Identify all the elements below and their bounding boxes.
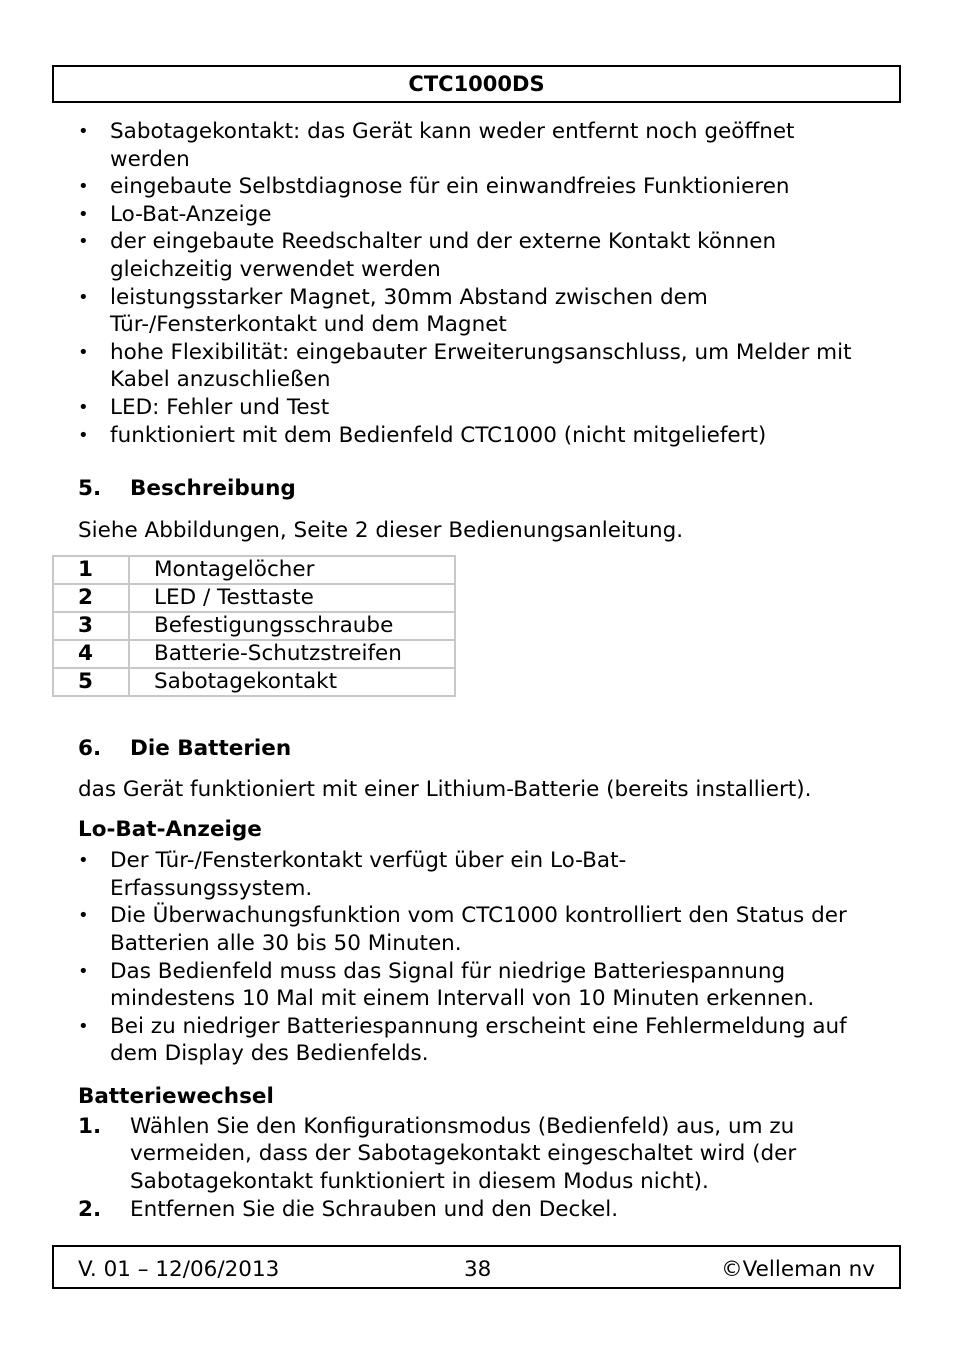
list-item: • der eingebaute Reedschalter und der externe Kontakt können gleichzeitig verwendet werden (78, 228, 858, 283)
list-item: • Sabotagekontakt: das Gerät kann weder entfernt noch geöffnet werden (78, 118, 858, 173)
list-item: • hohe Flexibilität: eingebauter Erweiterungsanschluss, um Melder mit Kabel anzuschließen (78, 339, 858, 394)
feature-list (78, 118, 858, 449)
section-title: Die Batterien (130, 736, 292, 762)
battery-change-heading: Batteriewechsel (78, 1083, 274, 1109)
part-number: 4 (53, 640, 129, 668)
page-footer (52, 1245, 901, 1289)
section-6-intro: das Gerät funktioniert mit einer Lithium-Batterie (bereits installiert). (78, 777, 812, 803)
table-row (53, 612, 455, 640)
step-number: 2. (78, 1196, 102, 1222)
section-number: 6. (78, 736, 102, 762)
table-row (53, 556, 455, 584)
list-item: • eingebaute Selbstdiagnose für ein einwandfreies Funktionieren (78, 173, 858, 201)
step-text: Entfernen Sie die Schrauben und den Deckel. (130, 1196, 619, 1222)
list-item: • funktioniert mit dem Bedienfeld CTC1000 (nicht mitgeliefert) (78, 422, 858, 450)
part-number: 3 (53, 612, 129, 640)
list-item: • Der Tür-/Fensterkontakt verfügt über ein Lo-Bat-Erfassungssystem. (78, 847, 710, 902)
list-item: • Lo-Bat-Anzeige (78, 201, 858, 229)
part-label: Befestigungsschraube (129, 612, 455, 640)
section-6-heading (78, 735, 878, 763)
section-number: 5. (78, 476, 102, 502)
header-title: CTC1000DS (408, 72, 545, 96)
lobat-list (78, 847, 868, 1068)
table-row (53, 668, 455, 696)
section-5-heading (78, 475, 878, 503)
section-5-intro: Siehe Abbildungen, Seite 2 dieser Bedienungsanleitung. (78, 518, 684, 544)
lobat-heading: Lo-Bat-Anzeige (78, 817, 262, 843)
step-number: 1. (78, 1113, 102, 1139)
battery-change-steps (78, 1113, 858, 1223)
footer-page-number: 38 (464, 1257, 492, 1282)
footer-copyright: ©Velleman nv (721, 1257, 875, 1282)
part-label: LED / Testtaste (129, 584, 455, 612)
list-item: • LED: Fehler und Test (78, 394, 858, 422)
part-number: 5 (53, 668, 129, 696)
part-number: 2 (53, 584, 129, 612)
page-header (52, 65, 901, 103)
part-label: Sabotagekontakt (129, 668, 455, 696)
list-item (78, 1113, 858, 1196)
table-row (53, 584, 455, 612)
part-label: Batterie-Schutzstreifen (129, 640, 455, 668)
table-row (53, 640, 455, 668)
list-item: • leistungsstarker Magnet, 30mm Abstand zwischen dem Tür-/Fensterkontakt und dem Magnet (78, 284, 810, 339)
parts-table (52, 555, 456, 697)
section-title: Beschreibung (130, 476, 296, 502)
part-number: 1 (53, 556, 129, 584)
footer-version: V. 01 – 12/06/2013 (78, 1257, 280, 1282)
step-text: Wählen Sie den Konfigurationsmodus (Bedienfeld) aus, um zu vermeiden, dass der Sabotagekontakt eingeschaltet wird (der Sabotagekontakt funktioniert in diesem Modus nicht). (130, 1113, 797, 1195)
page-content (78, 118, 878, 1223)
list-item: • Bei zu niedriger Batteriespannung erscheint eine Fehlermeldung auf dem Display des Bedienfelds. (78, 1013, 868, 1068)
list-item: • Die Überwachungsfunktion vom CTC1000 kontrolliert den Status der Batterien alle 30 bis 50 Minuten. (78, 902, 868, 957)
part-label: Montagelöcher (129, 556, 455, 584)
list-item (78, 1196, 858, 1224)
list-item: • Das Bedienfeld muss das Signal für niedrige Batteriespannung mindestens 10 Mal mit einem Intervall von 10 Minuten erkennen. (78, 958, 868, 1013)
